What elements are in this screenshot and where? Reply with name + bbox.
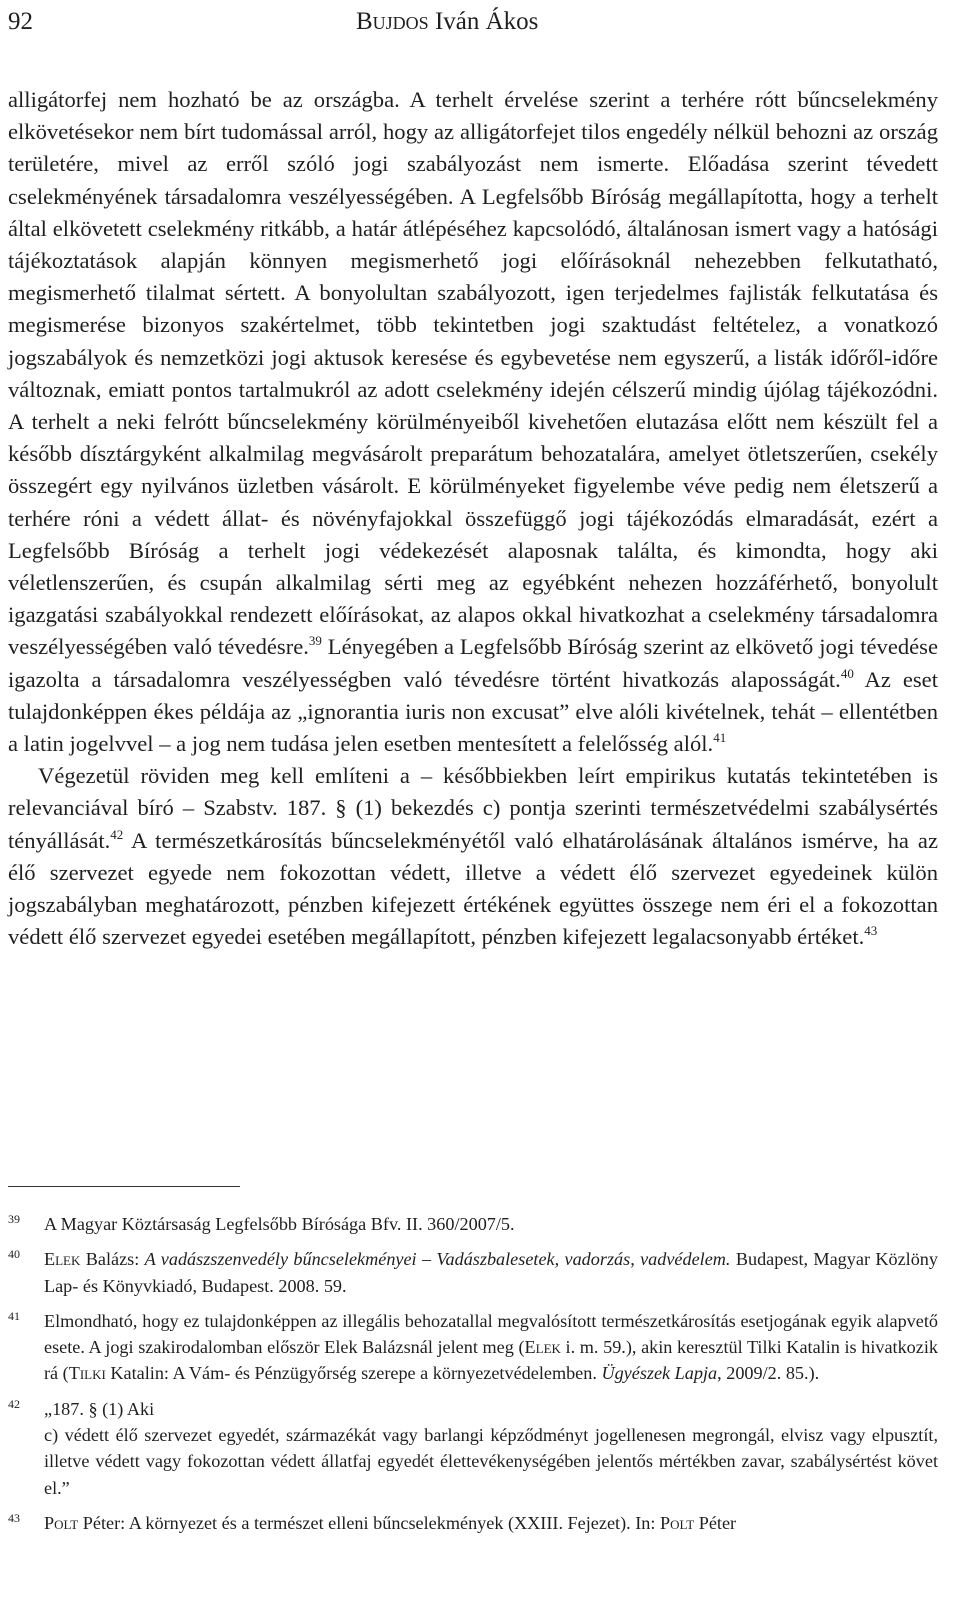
quote-line: „187. § (1) Aki [44,1398,155,1419]
text-span: i. m. 59.), akin keresztül Tilki Katalin is hivatkozik rá ( [44,1337,938,1384]
footnote-ref-39: 39 [308,633,322,649]
author-surname: Bujdos [356,8,429,35]
text-span: alligátorfej nem hozható be az országba. A terhelt érvelése szerint a terhére rótt bűncselekmény elkövetésekor nem bírt tudomással arról, hogy az alligátorfejet tilos engedély nélkül behozni az ország területére, mivel az erről szóló jogi szabályozást nem ismerte. Előadása szerint tévedett cselekményének társadalomra veszélyességében. A Legfelsőbb Bíróság megállapította, hogy a terhelt által elkövetett cselekmény ritkább, a határ átlépéséhez kapcsolódó, általánosan ismert vagy a hatósági tájékoztatások alapján könnyen megismerhető jogi előírásoknál nehezebben felkutatható, megismerhető tilalmat sértett. A bonyolultan szabályozott, igen terjedelmes fajlisták felkutatása és megismerése bizonyos szakértelmet, több tekintetben jogi szaktudást feltételez, a vonatkozó jogszabályok és nemzetközi jogi aktusok keresése és egybevetése nem egyszerű, a listák időről-időre változnak, emiatt pontos tartalmukról az adott cselekmény idején célszerű mindig újólag tájékozódni. A terhelt a neki felrótt bűncselekmény körülményeiből kivehetően elutazása előtt nem készült fel a később dísztárgyként alkalmilag megvásárolt preparátum behozatalára, amelyet ötletszerűen, csekély összegért egy nyilvános üzletben vásárolt. E körülményeket figyelembe véve pedig nem életszerű a terhére róni a védett állat- és növényfajokkal összefüggő jogi tájékozódás elmaradását, ezért a Legfelsőbb Bíróság a terhelt jogi védekezését alaposnak találta, és kimondta, hogy aki véletlenszerűen, és csupán alkalmilag sérti meg az egyébként nehezen hozzáférhető, bonyolult igazgatási szabályokkal rendezett előírásokat, az alapos okkal hivatkozhat a cselekmény társadalomra veszélyességében való tévedésre. [8,87,938,660]
footnote-43 [8,1510,938,1536]
paragraph-1 [8,84,938,760]
footnote-text [44,1396,938,1501]
text-span: Péter: A környezet és a természet elleni bűncselekmények (XXIII. Fejezet). In: [78,1512,660,1533]
running-head-author [356,8,538,36]
text-span: Végezetül röviden meg kell említeni a – későbbiekben leírt empirikus kutatás tekintetében is relevanciával bíró – Szabstv. 187. § (1) bekezdés c) pontja szerinti természetvédelmi szabálysértés tényállását. [8,763,938,853]
book-title: A vadászszenvedély bűncselekményei – Vadászbalesetek, vadorzás, vadvédelem. [144,1249,731,1270]
text-span: A természetkárosítás bűncselekményétől való elhatárolásának általános ismérve, ha az élő szervezet egyede nem fokozottan védett, illetve a védett élő szervezet egyedeinek külön jogszabályban meghatározott, pénzben kifejezett értékének együttes összege nem éri el a fokozottan védett élő szervezet egyedei esetében megállapított, pénzben kifejezett legalacsonyabb értéket. [8,827,938,950]
footnote-42 [8,1396,938,1501]
text-span: Az eset tulajdonképpen ékes példája az „ignorantia iuris non excusat” elve alóli kivételnek, tehát – ellentétben a latin jogelvvel – a jog nem tudása jelen esetben mentesített a felelősség alól. [8,666,938,757]
author-surname: Elek [524,1337,561,1358]
footnote-number: 40 [8,1247,20,1262]
footnote-ref-40: 40 [840,665,854,681]
author-given-name: Iván Ákos [428,8,539,35]
footnotes [8,1211,938,1545]
footnote-separator [8,1186,240,1187]
footnote-text [44,1510,938,1536]
footnote-ref-41: 41 [713,730,727,746]
text-span: Budapest, Magyar Közlöny Lap- és Könyvkiadó, Budapest. 2008. 59. [44,1249,938,1296]
footnote-number: 39 [8,1212,20,1226]
footnote-text [44,1246,938,1299]
footnote-number: 41 [8,1308,20,1323]
paragraph-2 [8,760,938,953]
page-header [8,8,938,42]
text-span: Péter [694,1512,737,1533]
author-surname: Polt [44,1512,79,1533]
author-surname: Polt [659,1512,695,1533]
footnote-text [44,1308,938,1387]
text-span: Katalin: A Vám- és Pénzügyőrség szerepe a környezetvédelemben. [105,1363,602,1384]
author-surname: Elek [44,1249,81,1270]
quote-line: c) védett élő szervezet egyedét, származékát vagy barlangi képződményt jogellenesen megrongál, elvisz vagy elpusztít, illetve védett vagy fokozottan védett állatfaj egyedét élettevékenységében jelentős mértékben zavar, szabálysértést követ el.” [44,1425,938,1498]
footnote-number: 43 [8,1510,20,1525]
text-span: Balázs: [80,1249,145,1270]
text-span: Elmondható, hogy ez tulajdonképpen az illegális behozatallal megvalósított természetkárosítás esetjogának egyik alapvető esete. A jogi szakirodalomban először Elek Balázsnál jelent meg ( [44,1310,938,1358]
author-surname: Tilki [68,1363,106,1384]
footnote-text: A Magyar Köztársaság Legfelsőbb Bírósága Bfv. II. 360/2007/5. [44,1214,515,1234]
footnote-ref-43: 43 [864,923,878,939]
footnote-41 [8,1308,938,1387]
footnote-40 [8,1246,938,1299]
main-text [8,84,938,953]
journal-title: Ügyészek Lapja [601,1363,718,1384]
footnote-ref-42: 42 [110,826,124,842]
footnote-39 [8,1211,938,1237]
footnote-number: 42 [8,1396,20,1411]
text-span: Lényegében a Legfelsőbb Bíróság szerint az elkövető jogi tévedése igazolta a társadalomra veszélyességben való tévedésre történt hivatkozás alaposságát. [8,634,938,692]
page-number: 92 [8,8,33,35]
text-span: , 2009/2. 85.). [717,1363,820,1384]
